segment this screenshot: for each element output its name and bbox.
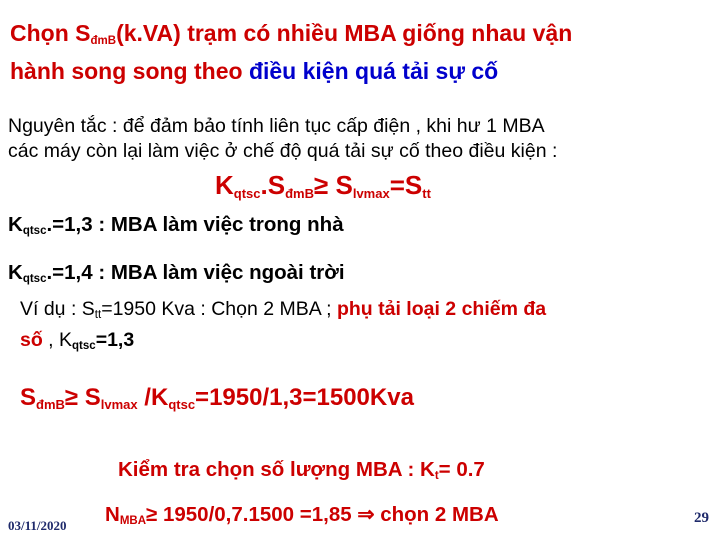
title-line-1: Chọn $S_{đmB}(k.VA)$ trạm có nhiều MBA giống nhau vận bbox=[10, 20, 573, 47]
implies-arrow-icon: ⇒ bbox=[357, 503, 375, 526]
case-indoor: $K_{qtsc}.=1,3$ : MBA làm việc trong nhà bbox=[8, 213, 344, 237]
footer-date: 03/11/2020 bbox=[8, 518, 67, 533]
count-text: $N_{MBA}\ge 1950/0,7.1500 =1,85$ ⇒ chọn 2 MBA bbox=[105, 503, 499, 527]
case-outdoor: $K_{qtsc}.=1,4$ : MBA làm việc ngoài trời bbox=[8, 261, 345, 285]
check-text: Kiểm tra chọn số lượng MBA : $K_t= 0.7$ bbox=[118, 458, 485, 482]
principle-text: Nguyên tắc : để đảm bảo tính liên tục cấp điện , khi hư 1 MBA các máy còn lại làm việc ở chế độ quá tải sự cố theo điều kiện : bbox=[8, 115, 558, 162]
example-text: Ví dụ : $S_{tt}=1950$ Kva : Chọn 2 MBA ; phụ tải loại 2 chiếm đa số , $K_{qtsc}=1,3$ bbox=[20, 298, 547, 352]
slide-title bbox=[10, 18, 572, 86]
calculation-formula: SđmB≥ Slvmax /Kqtsc=1950/1,3=1500Kva bbox=[20, 384, 414, 412]
title-line-2: hành song song theo điều kiện quá tải sự cố bbox=[10, 58, 499, 84]
page-number: 29 bbox=[694, 510, 709, 526]
main-formula: Kqtsc.SđmB≥ Slvmax=Stt bbox=[215, 170, 431, 201]
